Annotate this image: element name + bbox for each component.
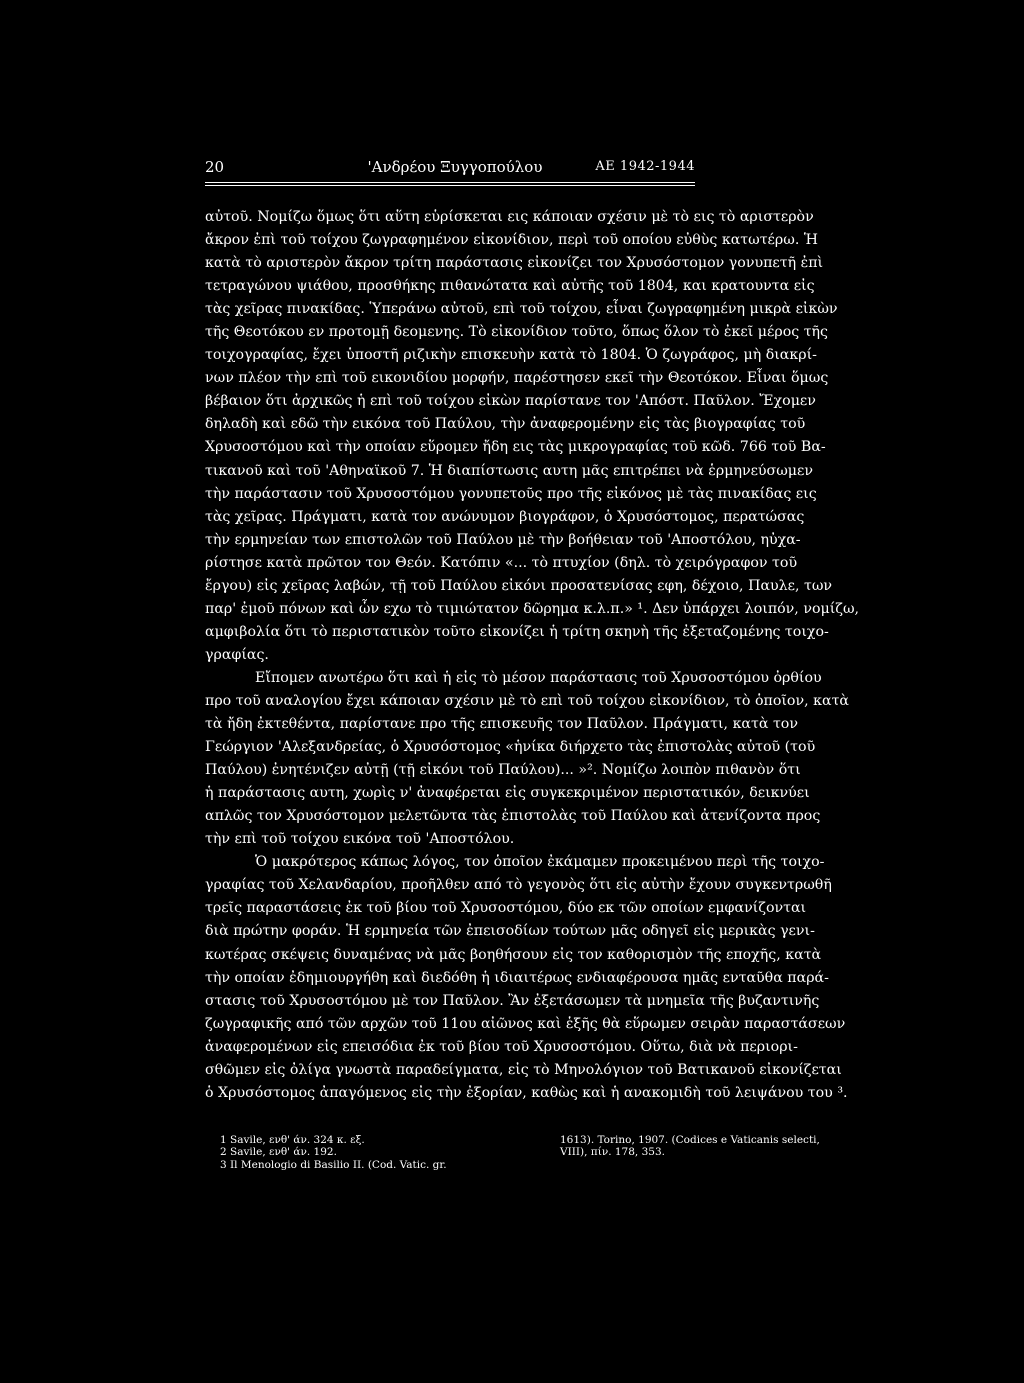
text-line: κωτέρας σκέψεις δυναμένας νὰ μᾶς βοηθήσουν εἰς τον καθορισμὸν τῆς εποχῆς, κατὰ bbox=[205, 946, 822, 963]
text-line: αὐτοῦ. Νομίζω ὅμως ὅτι αὕτη εὑρίσκεται εις κάποιαν σχέσιν μὲ τὸ εις τὸ αριστερὸν bbox=[205, 209, 814, 225]
text-line: προ τοῦ αναλογίου ἔχει κάποιαν σχέσιν μὲ τὸ επὶ τοῦ τοίχου εἰκονίδιον, τὸ ὁποῖον, κατὰ bbox=[205, 692, 849, 709]
text-line: τικανοῦ καὶ τοῦ 'Αθηναϊκοῦ 7. Ἡ διαπίστωσις αυτη μᾶς επιτρέπει νὰ ἑρμηνεύσωμεν bbox=[205, 462, 813, 479]
text-line: Παύλου) ἐνητένιζεν αὐτῇ (τῇ εἰκόνι τοῦ Παύλου)... »². Νομίζω λοιπὸν πιθανὸν ὅτι bbox=[205, 762, 801, 779]
footnotes-right-column bbox=[560, 1134, 900, 1159]
text-line: τὴν επὶ τοῦ τοίχου εικόνα τοῦ 'Αποστόλου. bbox=[205, 831, 515, 848]
text-line: ὁ Χρυσόστομος ἀπαγόμενος εἰς τὴν ἐξορίαν, καθὼς καὶ ἡ ανακομιδὴ τοῦ λειψάνου του ³. bbox=[205, 1084, 848, 1101]
text-line: ἀναφερομένων εἰς επεισόδια ἐκ τοῦ βίου τοῦ Χρυσοστόμου. Οὕτω, διὰ νὰ περιορι- bbox=[205, 1038, 798, 1055]
text-line: τὴν ερμηνείαν των επιστολῶν τοῦ Παύλου μὲ τὴν βοήθειαν τοῦ 'Αποστόλου, ηὐχα- bbox=[205, 531, 801, 548]
text-line: τοιχογραφίας, ἔχει ὑποστῆ ριζικὴν επισκευὴν κατὰ τὸ 1804. Ὁ ζωγράφος, μὴ διακρί- bbox=[205, 347, 817, 364]
running-head-author: 'Ανδρέου Ξυγγοπούλου bbox=[367, 158, 543, 176]
text-line: Γεώργιον 'Αλεξανδρείας, ὁ Χρυσόστομος «ἡνίκα διήρχετο τὰς ἐπιστολὰς αὐτοῦ (τοῦ bbox=[205, 739, 816, 756]
text-line: τὰς χεῖρας. Πράγματι, κατὰ τον ανώνυμον βιογράφον, ὁ Χρυσόστομος, περατώσας bbox=[205, 508, 805, 525]
running-header bbox=[205, 158, 695, 182]
text-line: αμφιβολία ὅτι τὸ περιστατικὸν τοῦτο εἰκονίζει ἡ τρίτη σκηνὴ τῆς ἐξεταζομένης τοιχο- bbox=[205, 623, 829, 640]
footnote: 3 Il Menologio di Basilio II. (Cod. Vatic. gr. bbox=[220, 1158, 447, 1171]
text-line: Ὁ μακρότερος κάπως λόγος, τον ὁποῖον ἐκάμαμεν προκειμένου περὶ τῆς τοιχο- bbox=[255, 854, 825, 871]
text-line: τρεῖς παραστάσεις ἐκ τοῦ βίου τοῦ Χρυσοστόμου, δύο εκ τῶν οποίων εμφανίζονται bbox=[205, 900, 807, 917]
text-line: τὰ ἤδη ἐκτεθέντα, παρίστανε προ τῆς επισκευῆς τον Παῦλον. Πράγματι, κατὰ τον bbox=[205, 716, 798, 733]
footnote: 1 Savile, ενθ' άν. 324 κ. εξ. bbox=[220, 1134, 365, 1146]
text-line: ζωγραφικῆς από τῶν αρχῶν τοῦ 11ου αἰῶνος καὶ ἑξῆς θὰ εὕρωμεν σειρὰν παραστάσεων bbox=[205, 1015, 846, 1032]
text-line: δηλαδὴ καὶ εδῶ τὴν εικόνα τοῦ Παύλου, τὴν ἀναφερομένην εἰς τὰς βιογραφίας τοῦ bbox=[205, 416, 806, 433]
text-line: νων πλέον τὴν επὶ τοῦ εικονιδίου μορφήν, παρέστησεν εκεῖ τὴν Θεοτόκον. Εἶναι ὅμως bbox=[205, 370, 829, 387]
text-line: γραφίας τοῦ Χελανδαρίου, προῆλθεν από τὸ γεγονὸς ὅτι εἰς αὐτὴν ἔχουν συγκεντρωθῆ bbox=[205, 877, 832, 894]
text-line: βέβαιον ὅτι ἀρχικῶς ἡ επὶ τοῦ τοίχου εἰκὼν παρίστανε τον 'Απόστ. Παῦλον. Ἔχομεν bbox=[205, 393, 816, 410]
text-line: γραφίας. bbox=[205, 646, 269, 663]
header-rule-top bbox=[205, 182, 695, 183]
text-line: διὰ πρώτην φοράν. Ἡ ερμηνεία τῶν ἐπεισοδίων τούτων μᾶς οδηγεῖ εἰς μερικὰς γενι- bbox=[205, 923, 815, 940]
footnotes-left-column bbox=[220, 1134, 550, 1171]
text-line: απλῶς τον Χρυσόστομον μελετῶντα τὰς ἐπιστολὰς τοῦ Παύλου καὶ ἀτενίζοντα προς bbox=[205, 808, 821, 825]
footnote-continuation: 1613). Torino, 1907. (Codices e Vaticanis selecti, bbox=[560, 1134, 820, 1146]
text-line: τὴν οποίαν ἐδημιουργήθη καὶ διεδόθη ἡ ιδιαιτέρως ενδιαφέρουσα ημᾶς ενταῦθα παρά- bbox=[205, 969, 829, 986]
body-text bbox=[205, 206, 860, 1105]
text-line: τετραγώνου ψιάθου, προσθήκης πιθανώτατα καὶ αὐτῆς τοῦ 1804, και κρατουντα εἰς bbox=[205, 278, 815, 295]
header-rule-bottom bbox=[205, 185, 695, 186]
text-line: ἄκρον ἐπὶ τοῦ τοίχου ζωγραφημένον εἰκονίδιον, περὶ τοῦ οποίου εὐθὺς κατωτέρω. Ἡ bbox=[205, 232, 818, 249]
journal-reference: ΑΕ 1942-1944 bbox=[595, 159, 695, 174]
text-line: τὴν παράστασιν τοῦ Χρυσοστόμου γονυπετοῦς προ τῆς εἰκόνος μὲ τὰς πινακίδας εις bbox=[205, 485, 817, 502]
text-line: ἡ παράστασις αυτη, χωρὶς ν' ἀναφέρεται εἰς συγκεκριμένον περιστατικόν, δεικνύει bbox=[205, 785, 810, 802]
text-line: στασις τοῦ Χρυσοστόμου μὲ τον Παῦλον. Ἂν ἐξετάσωμεν τὰ μνημεῖα τῆς βυζαντινῆς bbox=[205, 992, 820, 1009]
text-line: ρίστησε κατὰ πρῶτον τον Θεόν. Κατόπιν «... τὸ πτυχίον (δηλ. τὸ χειρόγραφον τοῦ bbox=[205, 554, 798, 571]
text-line: Εἴπομεν ανωτέρω ὅτι καὶ ἡ εἰς τὸ μέσον παράστασις τοῦ Χρυσοστόμου ὀρθίου bbox=[255, 669, 822, 686]
text-line: σθῶμεν εἰς ὀλίγα γνωστὰ παραδείγματα, εἰς τὸ Μηνολόγιον τοῦ Βατικανοῦ εἰκονίζεται bbox=[205, 1061, 842, 1078]
footnote-continuation: VIII), πίν. 178, 353. bbox=[560, 1146, 665, 1159]
text-line: Χρυσοστόμου καὶ τὴν οποίαν εὕρομεν ἤδη εις τὰς μικρογραφίας τοῦ κῶδ. 766 τοῦ Βα- bbox=[205, 439, 826, 456]
text-line: παρ' ἐμοῦ πόνων καὶ ὧν εχω τὸ τιμιώτατον δῶρημα κ.λ.π.» ¹. Δεν ὑπάρχει λοιπόν, νομίζω, bbox=[205, 600, 860, 617]
text-line: τῆς Θεοτόκου εν προτομῇ δεομενης. Τὸ εἰκονίδιον τοῦτο, ὅπως ὅλον τὸ ἐκεῖ μέρος τῆς bbox=[205, 324, 829, 341]
text-line: κατὰ τὸ αριστερὸν ἄκρον τρίτη παράστασις εἰκονίζει τον Χρυσόστομον γονυπετῆ ἐπὶ bbox=[205, 255, 824, 272]
text-line: τὰς χεῖρας πινακίδας. Ὑπεράνω αὐτοῦ, επὶ τοῦ τοίχου, εἶναι ζωγραφημένη μικρὰ εἰκὼν bbox=[205, 301, 838, 318]
text-line: ἔργου) εἰς χεῖρας λαβών, τῇ τοῦ Παύλου εἰκόνι προσατενίσας εφη, δέχοιο, Παυλε, των bbox=[205, 577, 833, 594]
footnote: 2 Savile, ενθ' άν. 192. bbox=[220, 1146, 337, 1159]
page-number: 20 bbox=[205, 158, 225, 176]
